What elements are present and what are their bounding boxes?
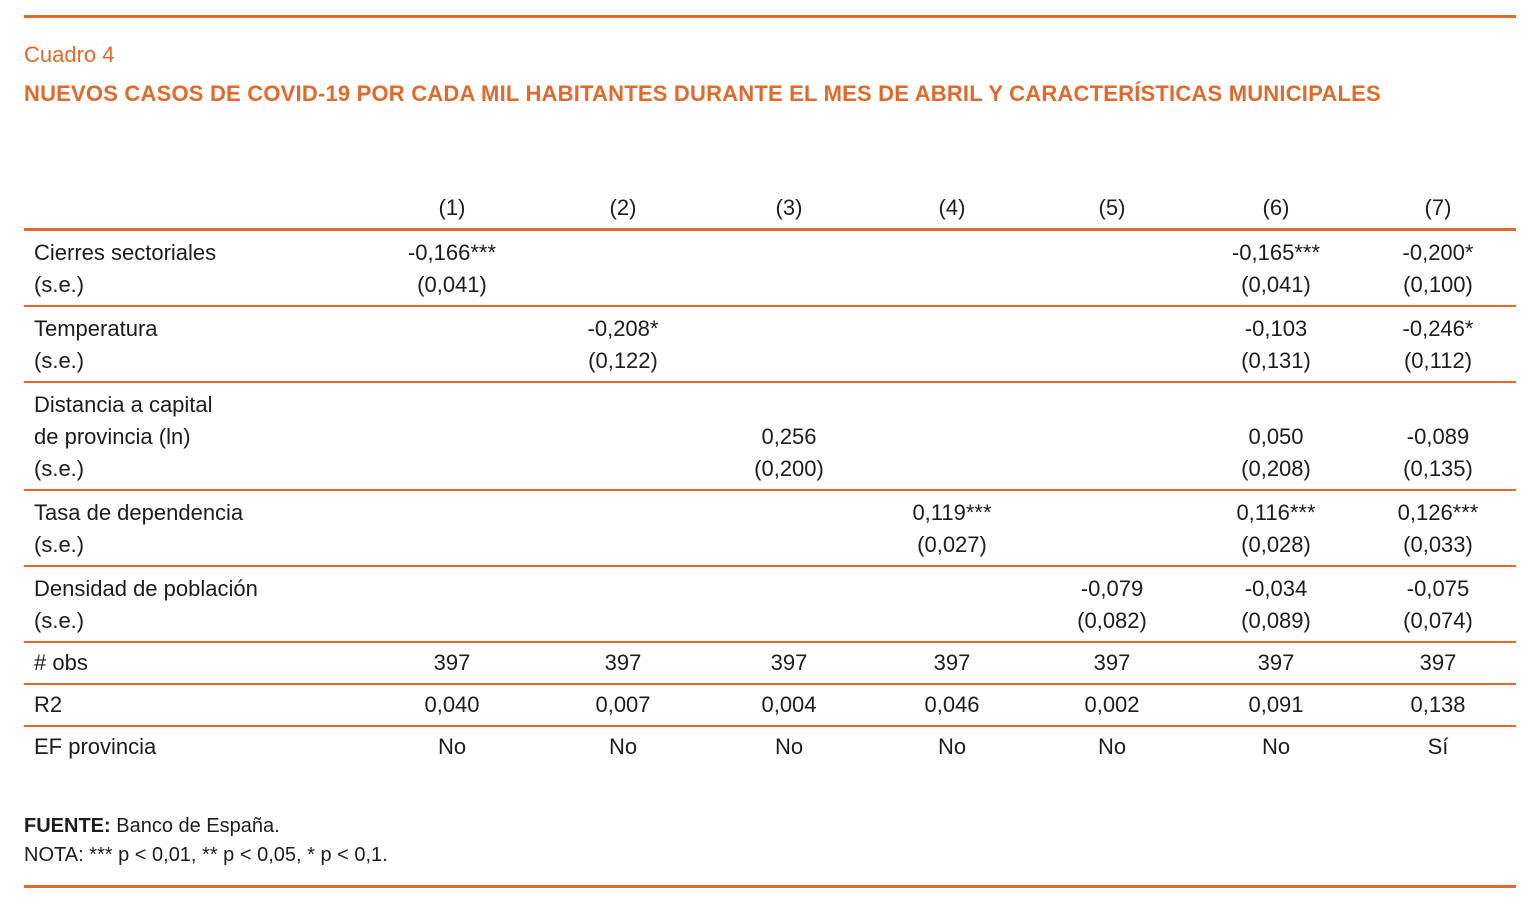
coefficient: 0,116*** [1236,500,1316,525]
stats-value: Sí [1427,734,1449,759]
stats-row [24,642,1516,684]
table-cell [706,306,872,382]
standard-error [1032,269,1192,301]
coefficient [872,237,1032,269]
coefficient [540,573,706,605]
regression-table [24,188,1516,767]
table-cell [540,490,706,566]
table-number: Cuadro 4 [24,42,115,67]
coefficient [540,497,706,529]
stats-value: No [937,734,967,759]
standard-error [706,269,872,301]
table-row [24,382,1516,490]
standard-error [1032,529,1192,561]
coefficient [706,389,872,421]
standard-error: (0,027) [917,532,987,557]
stats-label: EF provincia [34,734,157,759]
coefficient: -0,166*** [407,240,497,265]
coefficient [1192,389,1360,421]
stats-value: 397 [433,650,471,675]
coefficient [706,497,872,529]
row-label [24,566,364,642]
stats-value: 397 [604,650,642,675]
column-header: (1) [438,195,466,220]
stats-value: No [437,734,467,759]
table-title: NUEVOS CASOS DE COVID-19 POR CADA MIL HABITANTES DURANTE EL MES DE ABRIL Y CARACTERÍSTICAS MUNICIPALES [24,81,1381,106]
stats-value: No [1261,734,1291,759]
table-footer [24,812,388,870]
table-cell [364,490,540,566]
table-cell [1360,306,1516,382]
table-row [24,230,1516,307]
stats-value: 397 [933,650,971,675]
coefficient: -0,034 [1244,576,1308,601]
column-header: (3) [775,195,803,220]
row-label [24,306,364,382]
standard-error: (0,041) [417,272,487,297]
table-cell [540,566,706,642]
table-row [24,306,1516,382]
source-line [24,812,388,841]
table-cell [364,306,540,382]
table-cell [1192,306,1360,382]
standard-error [364,605,540,637]
row-label [24,382,364,490]
row-label-line: (s.e.) [34,272,85,297]
coefficient: -0,200* [1402,240,1474,265]
standard-error [706,529,872,561]
table-cell [364,382,540,490]
source-label: FUENTE: [24,815,111,837]
stats-label: R2 [34,692,63,717]
row-label-line: (s.e.) [34,456,85,481]
coefficient [1032,313,1192,345]
standard-error: (0,200) [754,456,824,481]
standard-error: (0,100) [1403,272,1473,297]
standard-error [540,529,706,561]
standard-error: (0,135) [1403,456,1473,481]
standard-error: (0,033) [1403,532,1473,557]
coefficient [1032,421,1192,453]
coefficient: 0,050 [1248,424,1304,449]
top-rule [24,15,1516,18]
standard-error [540,453,706,485]
row-label-line: (s.e.) [34,348,85,373]
standard-error: (0,074) [1403,608,1473,633]
stats-value: 397 [770,650,808,675]
standard-error [540,605,706,637]
standard-error [872,453,1032,485]
standard-error: (0,089) [1241,608,1311,633]
standard-error: (0,208) [1241,456,1311,481]
row-label-header [24,188,364,230]
standard-error: (0,131) [1241,348,1311,373]
column-header: (6) [1262,195,1290,220]
coefficient: -0,246* [1402,316,1474,341]
standard-error [364,345,540,377]
standard-error [872,269,1032,301]
coefficient [1032,497,1192,529]
column-header: (4) [938,195,966,220]
table-cell [1360,566,1516,642]
table-cell [540,230,706,307]
standard-error [872,605,1032,637]
stats-row [24,684,1516,726]
table-cell [1192,382,1360,490]
row-label-line: (s.e.) [34,608,85,633]
coefficient [364,497,540,529]
coefficient [364,389,540,421]
stats-value: 0,046 [924,692,980,717]
bottom-rule [24,885,1516,888]
row-label-line: Densidad de población [34,576,258,601]
standard-error: (0,122) [588,348,658,373]
table-cell [872,490,1032,566]
coefficient [706,313,872,345]
coefficient [872,573,1032,605]
table-cell [706,490,872,566]
table-cell [1360,490,1516,566]
stats-value: 0,007 [595,692,651,717]
coefficient: 0,126*** [1397,500,1479,525]
coefficient [872,389,1032,421]
column-header: (2) [609,195,637,220]
coefficient: -0,103 [1244,316,1308,341]
standard-error: (0,041) [1241,272,1311,297]
standard-error: (0,112) [1403,348,1473,373]
table-cell [1032,382,1192,490]
coefficient: -0,089 [1406,424,1470,449]
table-cell [364,230,540,307]
standard-error: (0,082) [1077,608,1147,633]
stats-value: 0,040 [424,692,480,717]
standard-error [706,605,872,637]
coefficient: -0,075 [1406,576,1470,601]
standard-error [364,453,540,485]
stats-value: 0,004 [761,692,817,717]
row-label-line: Tasa de dependencia [34,500,244,525]
row-label [24,230,364,307]
coefficient [872,421,1032,453]
stats-value: 397 [1419,650,1457,675]
standard-error [872,345,1032,377]
coefficient [364,573,540,605]
table-cell [540,306,706,382]
stats-value: 397 [1093,650,1131,675]
table-cell [1032,306,1192,382]
stats-row [24,726,1516,767]
table-cell [872,230,1032,307]
stats-value: No [1097,734,1127,759]
coefficient [540,421,706,453]
row-label-line: de provincia (ln) [34,424,191,449]
column-header-row [24,188,1516,230]
table-cell [1192,230,1360,307]
table-cell [1192,566,1360,642]
row-label-line: Temperatura [34,316,158,341]
standard-error [1032,453,1192,485]
coefficient [364,421,540,453]
standard-error [364,529,540,561]
coefficient [1032,389,1192,421]
coefficient [364,313,540,345]
stats-value: No [608,734,638,759]
coefficient [540,389,706,421]
table-cell [1032,230,1192,307]
coefficient [706,573,872,605]
row-label-line: (s.e.) [34,532,85,557]
stats-value: 0,138 [1410,692,1466,717]
coefficient [540,237,706,269]
row-label-line: Cierres sectoriales [34,240,217,265]
table-row [24,566,1516,642]
table-cell [706,382,872,490]
table-cell [706,230,872,307]
stats-label: # obs [34,650,88,675]
table-cell [1032,566,1192,642]
table-cell [872,382,1032,490]
source-text: Banco de España. [110,815,280,837]
standard-error [1032,345,1192,377]
table-row [24,490,1516,566]
column-header: (5) [1098,195,1126,220]
table-cell [540,382,706,490]
column-header: (7) [1424,195,1452,220]
coefficient [706,237,872,269]
note-line: NOTA: *** p < 0,01, ** p < 0,05, * p < 0,1. [24,844,388,866]
standard-error [706,345,872,377]
stats-value: No [774,734,804,759]
table-cell [706,566,872,642]
coefficient: 0,256 [761,424,817,449]
stats-value: 0,091 [1248,692,1304,717]
coefficient [1360,389,1516,421]
table-cell [1032,490,1192,566]
stats-value: 0,002 [1084,692,1140,717]
stats-value: 397 [1257,650,1295,675]
table-cell [1192,490,1360,566]
standard-error [540,269,706,301]
coefficient: 0,119*** [912,500,992,525]
coefficient: -0,165*** [1231,240,1321,265]
table-cell [1360,382,1516,490]
table-cell [364,566,540,642]
coefficient [1032,237,1192,269]
coefficient: -0,079 [1080,576,1144,601]
coefficient: -0,208* [587,316,659,341]
coefficient [872,313,1032,345]
table-cell [872,566,1032,642]
row-label-line: Distancia a capital [34,392,213,417]
standard-error: (0,028) [1241,532,1311,557]
table-cell [1360,230,1516,307]
row-label [24,490,364,566]
table-cell [872,306,1032,382]
